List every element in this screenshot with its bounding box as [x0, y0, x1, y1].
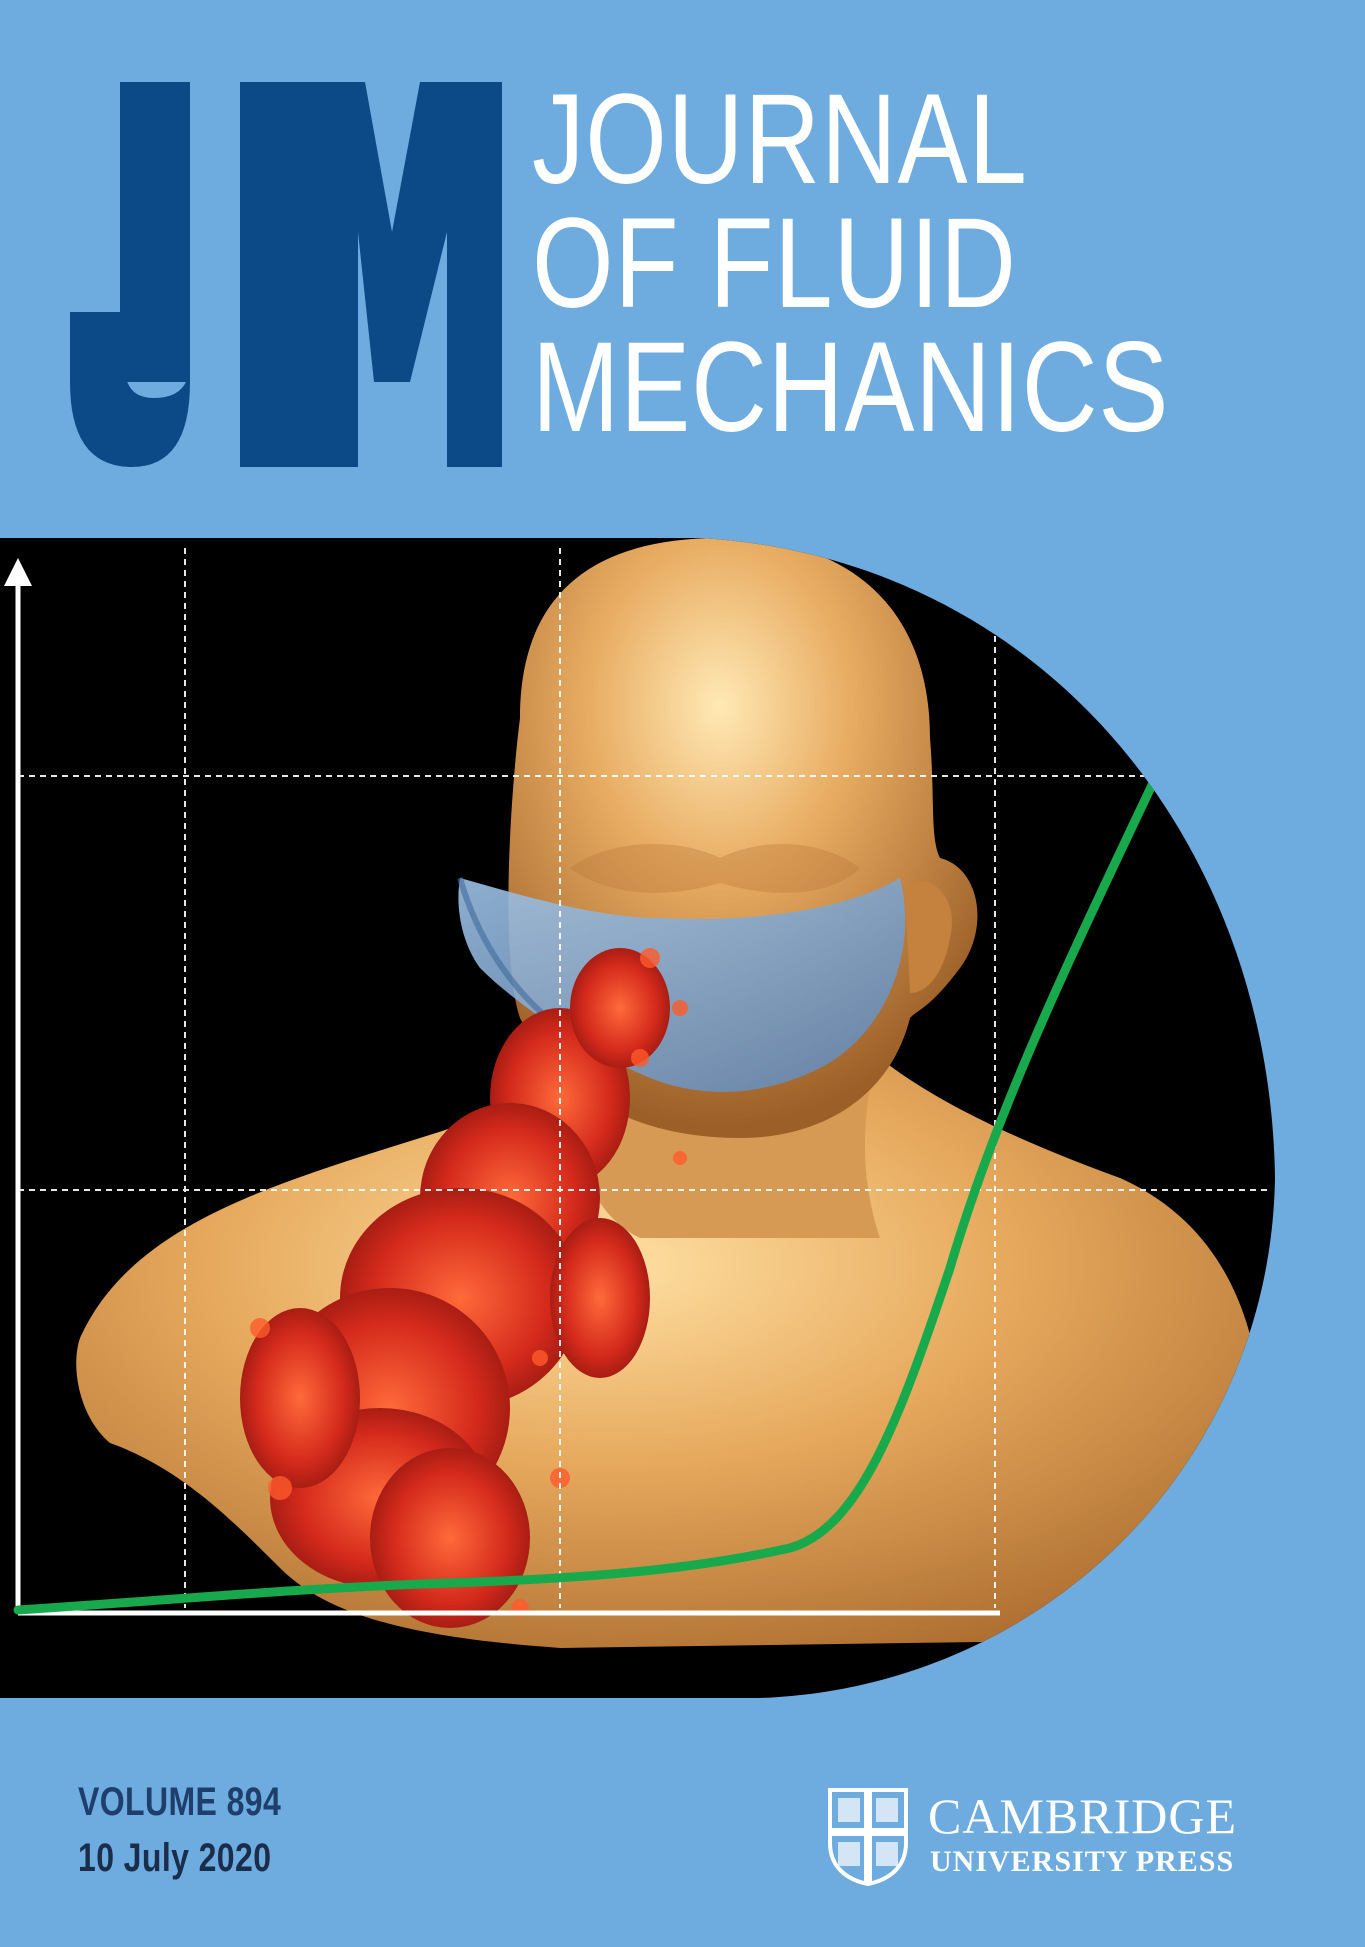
- journal-title: [532, 68, 1309, 459]
- publisher-subtitle: UNIVERSITY PRESS: [930, 1845, 1235, 1878]
- publisher-logo: [828, 1788, 1298, 1888]
- title-line-2: OF FLUID: [532, 192, 1017, 335]
- volume-number: VOLUME 894: [78, 1780, 282, 1824]
- title-line-3: MECHANICS: [532, 316, 1170, 459]
- jfm-logo-icon: [70, 82, 502, 467]
- issue-date: 10 July 2020: [78, 1836, 272, 1880]
- title-line-1: JOURNAL: [532, 68, 1028, 211]
- cover-artwork: [0, 538, 1280, 1698]
- publisher-name: CAMBRIDGE: [928, 1788, 1238, 1844]
- university-crest-icon: [828, 1788, 908, 1886]
